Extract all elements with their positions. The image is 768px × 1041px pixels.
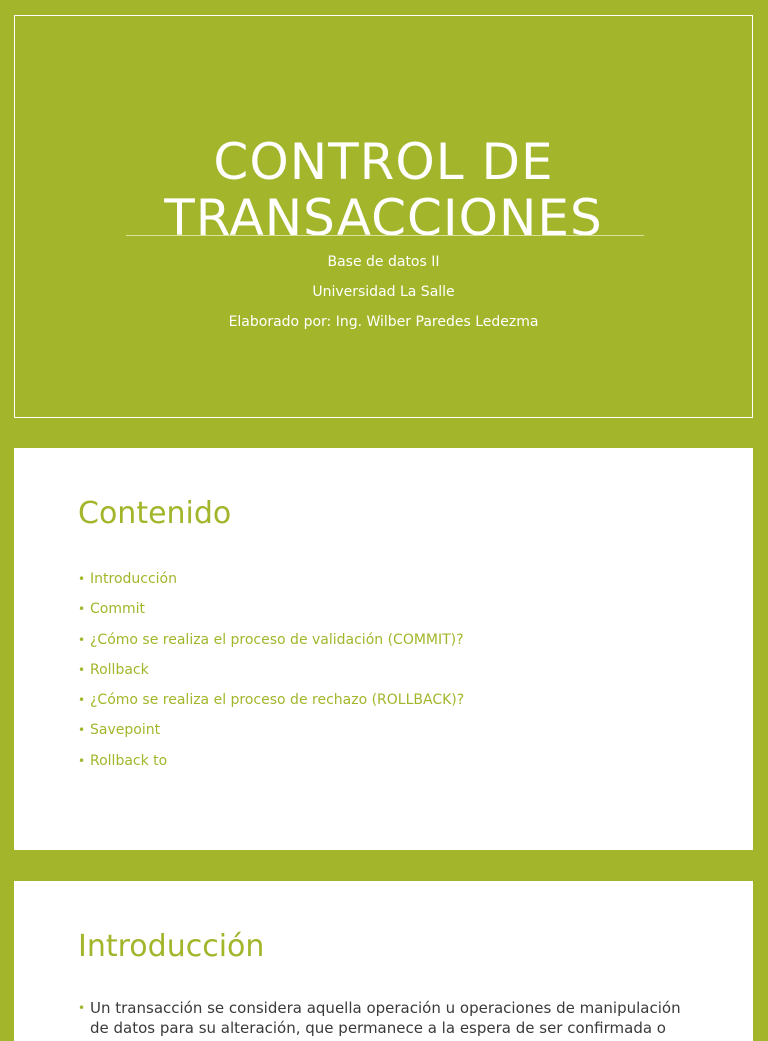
intro-list <box>78 998 693 1038</box>
bullet-icon: • <box>78 662 86 677</box>
subtitle-course: Base de datos II <box>327 254 440 270</box>
list-item <box>78 746 693 776</box>
bullet-icon: • <box>78 632 86 647</box>
intro-heading: Introducción <box>78 929 265 964</box>
title-line-2: TRANSACCIONES <box>164 189 603 247</box>
presentation-title <box>15 134 752 246</box>
subtitle-block <box>15 247 752 337</box>
list-item <box>78 564 693 594</box>
subtitle-university: Universidad La Salle <box>312 284 455 300</box>
contents-slide <box>14 448 753 850</box>
bullet-icon: • <box>78 723 86 738</box>
contents-list <box>78 564 693 776</box>
list-item-text: Rollback to <box>90 752 168 769</box>
list-item <box>78 998 693 1038</box>
list-item <box>78 685 693 715</box>
list-item-text: Commit <box>90 601 145 618</box>
intro-slide <box>14 881 753 1041</box>
list-item-text: Un transacción se considera aquella operación u operaciones de manipulación de datos para su alteración, que permanece a la espera de ser confirmada o <box>90 999 681 1037</box>
title-line-1: CONTROL DE <box>213 133 554 191</box>
list-item <box>78 594 693 624</box>
bullet-icon: • <box>78 753 86 768</box>
bullet-icon: • <box>78 1001 86 1015</box>
subtitle-author: Elaborado por: Ing. Wilber Paredes Ledezma <box>228 314 539 330</box>
list-item-text: ¿Cómo se realiza el proceso de rechazo (ROLLBACK)? <box>90 692 465 709</box>
bullet-icon: • <box>78 602 86 617</box>
list-item-text: Introducción <box>90 571 177 587</box>
list-item-text: Savepoint <box>90 722 161 739</box>
list-item <box>78 715 693 745</box>
list-item <box>78 655 693 685</box>
list-item <box>78 625 693 655</box>
bullet-icon: • <box>78 572 86 586</box>
title-slide <box>14 15 753 418</box>
title-divider <box>126 235 644 236</box>
bullet-icon: • <box>78 693 86 708</box>
list-item-text: Rollback <box>90 661 149 678</box>
contents-heading: Contenido <box>78 496 232 531</box>
list-item-text: ¿Cómo se realiza el proceso de validación (COMMIT)? <box>90 631 464 648</box>
